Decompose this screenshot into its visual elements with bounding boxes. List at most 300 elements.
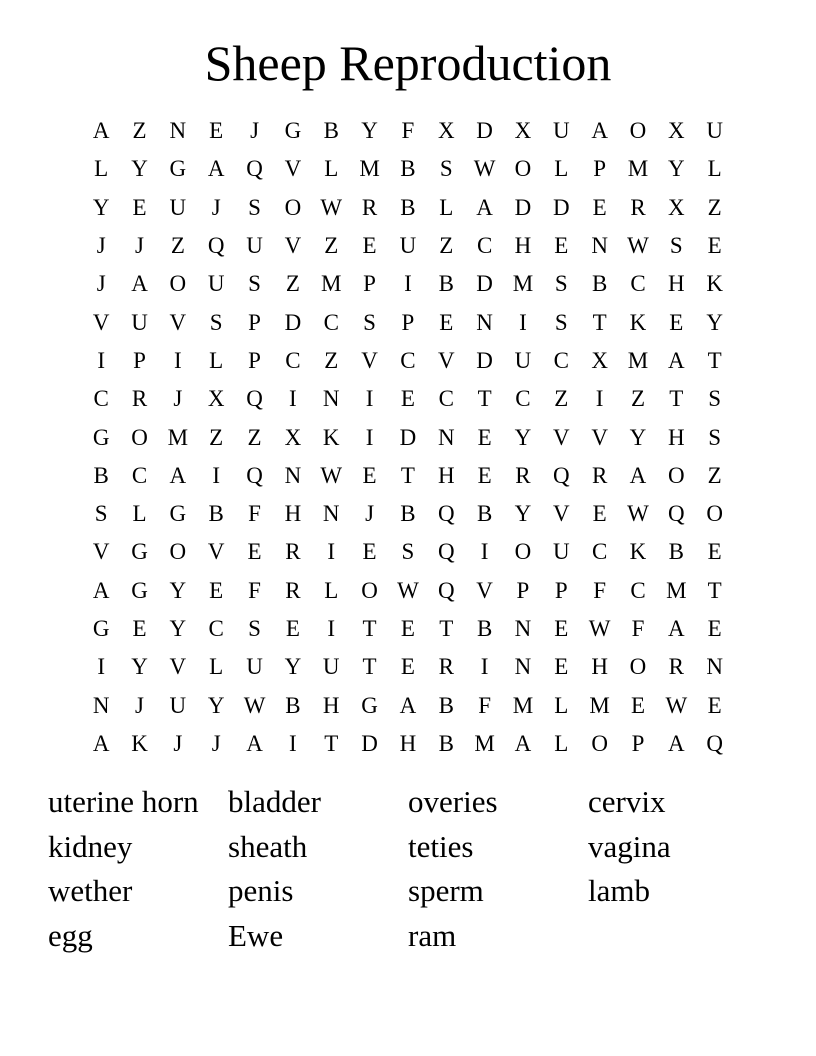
- grid-letter: E: [554, 233, 569, 259]
- word-bank-item: penis: [228, 873, 294, 908]
- grid-letter: C: [591, 539, 608, 565]
- grid-letter: I: [212, 462, 221, 488]
- grid-letter: C: [630, 271, 646, 297]
- grid-letter: E: [132, 194, 147, 220]
- grid-row: [82, 495, 734, 533]
- grid-letter: L: [209, 347, 224, 373]
- grid-letter: X: [207, 386, 225, 412]
- page-title: Sheep Reproduction: [204, 35, 612, 91]
- grid-letter: S: [209, 309, 223, 335]
- grid-letter: I: [97, 654, 105, 680]
- grid-letter: B: [591, 271, 608, 297]
- grid-letter: B: [438, 730, 454, 756]
- grid-letter: R: [285, 539, 301, 565]
- grid-letter: T: [362, 616, 377, 641]
- grid-letter: Y: [629, 424, 647, 450]
- grid-letter: J: [250, 118, 260, 144]
- grid-letter: Q: [552, 462, 570, 488]
- grid-letter: V: [552, 501, 570, 527]
- grid-letter: T: [707, 577, 722, 603]
- grid-letter: V: [476, 577, 493, 603]
- grid-letter: N: [591, 233, 608, 259]
- grid-letter: P: [593, 156, 607, 182]
- grid-letter: L: [94, 156, 109, 182]
- grid-letter: K: [131, 730, 148, 756]
- grid-letter: V: [284, 233, 302, 259]
- grid-letter: G: [361, 692, 378, 718]
- grid-letter: P: [248, 347, 261, 373]
- grid-row: [82, 112, 734, 150]
- grid-letter: E: [439, 309, 454, 335]
- grid-letter: N: [514, 616, 532, 641]
- grid-letter: O: [668, 462, 685, 488]
- grid-letter: A: [668, 616, 685, 641]
- grid-letter: R: [285, 577, 301, 603]
- grid-letter: U: [207, 271, 225, 297]
- grid-letter: B: [400, 194, 416, 220]
- grid-letter: A: [131, 271, 148, 297]
- grid-letter: Y: [514, 501, 532, 527]
- grid-letter: D: [476, 271, 493, 297]
- grid-letter: E: [400, 616, 415, 641]
- grid-letter: J: [173, 730, 183, 756]
- grid-letter: T: [477, 386, 492, 412]
- grid-letter: W: [243, 692, 266, 718]
- grid-letter: C: [93, 386, 109, 412]
- grid-letter: Q: [437, 539, 455, 565]
- grid-letter: Z: [285, 271, 300, 297]
- grid-letter: D: [361, 730, 378, 756]
- grid-letter: U: [322, 654, 340, 680]
- grid-letter: H: [437, 462, 455, 488]
- grid-letter: T: [592, 309, 607, 335]
- grid-letter: O: [514, 156, 532, 182]
- grid-letter: B: [668, 539, 684, 565]
- grid-letter: U: [246, 654, 263, 680]
- grid-letter: O: [169, 271, 187, 297]
- grid-letter: N: [322, 501, 340, 527]
- grid-letter: X: [668, 194, 685, 220]
- grid-row: [82, 533, 734, 571]
- grid-letter: A: [668, 730, 685, 756]
- grid-letter: A: [591, 118, 608, 144]
- grid-letter: Q: [437, 501, 455, 527]
- grid-letter: D: [476, 347, 493, 373]
- grid-letter: B: [400, 156, 416, 182]
- grid-letter: H: [668, 424, 685, 450]
- grid-letter: G: [92, 616, 110, 641]
- grid-letter: N: [322, 386, 340, 412]
- grid-letter: D: [399, 424, 417, 450]
- grid-letter: J: [96, 271, 106, 297]
- grid-letter: I: [480, 654, 489, 680]
- grid-letter: P: [133, 347, 146, 373]
- grid-letter: C: [438, 386, 454, 412]
- grid-row: [82, 572, 734, 610]
- grid-letter: U: [246, 233, 263, 259]
- grid-letter: Z: [324, 233, 339, 259]
- grid-letter: O: [706, 501, 723, 527]
- grid-letter: U: [169, 692, 187, 718]
- grid-letter: A: [629, 462, 647, 488]
- grid-letter: A: [169, 462, 187, 488]
- grid-letter: A: [207, 156, 225, 182]
- word-bank-item: bladder: [228, 784, 321, 819]
- grid-letter: L: [132, 501, 147, 527]
- grid-row: [82, 648, 734, 686]
- grid-letter: S: [401, 539, 415, 565]
- grid-letter: G: [131, 539, 148, 565]
- grid-letter: X: [668, 118, 685, 144]
- grid-letter: I: [404, 271, 412, 297]
- grid-letter: O: [131, 424, 148, 450]
- grid-letter: E: [132, 616, 147, 641]
- grid-letter: J: [135, 692, 144, 718]
- grid-letter: A: [399, 692, 417, 718]
- grid-letter: E: [362, 462, 377, 488]
- grid-letter: F: [248, 577, 261, 603]
- grid-letter: J: [211, 194, 221, 220]
- grid-letter: Y: [131, 654, 148, 680]
- grid-letter: Y: [284, 654, 302, 680]
- grid-letter: A: [92, 730, 110, 756]
- grid-letter: E: [554, 616, 569, 641]
- grid-letter: J: [96, 233, 106, 259]
- grid-letter: U: [131, 309, 148, 335]
- grid-letter: Y: [131, 156, 148, 182]
- grid-letter: L: [554, 692, 569, 718]
- grid-letter: L: [324, 156, 339, 182]
- word-bank-item: vagina: [588, 828, 671, 864]
- grid-letter: M: [167, 424, 189, 450]
- grid-letter: U: [552, 118, 570, 144]
- grid-letter: F: [478, 692, 491, 718]
- grid-letter: W: [665, 692, 688, 718]
- grid-letter: R: [630, 194, 646, 220]
- grid-letter: X: [591, 347, 608, 373]
- grid-letter: D: [284, 309, 302, 335]
- grid-row: [82, 150, 734, 188]
- grid-letter: U: [399, 233, 417, 259]
- grid-letter: C: [476, 233, 493, 259]
- grid-letter: E: [630, 692, 646, 718]
- grid-letter: S: [708, 386, 722, 412]
- grid-row: [82, 610, 734, 648]
- grid-letter: D: [476, 118, 493, 144]
- grid-letter: Y: [169, 616, 187, 641]
- grid-row: [82, 303, 734, 341]
- grid-letter: N: [437, 424, 455, 450]
- grid-letter: O: [514, 539, 532, 565]
- grid-letter: X: [284, 424, 302, 450]
- grid-letter: S: [554, 309, 568, 335]
- grid-row: [82, 725, 734, 763]
- grid-letter: F: [631, 616, 645, 641]
- word-bank-item: teties: [408, 828, 474, 864]
- grid-letter: T: [439, 616, 454, 641]
- grid-letter: J: [173, 386, 183, 412]
- grid-letter: E: [669, 309, 684, 335]
- grid-letter: E: [707, 616, 722, 641]
- word-bank-item: lamb: [588, 873, 650, 908]
- grid-letter: Z: [324, 347, 339, 373]
- grid-letter: E: [209, 577, 224, 603]
- grid-letter: F: [248, 501, 261, 527]
- grid-letter: K: [629, 309, 647, 335]
- grid-letter: F: [593, 577, 607, 603]
- grid-letter: Q: [437, 577, 455, 603]
- grid-letter: W: [588, 616, 611, 641]
- grid-letter: G: [92, 424, 110, 450]
- grid-letter: I: [365, 424, 374, 450]
- grid-letter: N: [169, 118, 187, 144]
- word-bank-item: sperm: [408, 873, 484, 908]
- grid-letter: G: [169, 501, 187, 527]
- grid-row: [82, 227, 734, 265]
- grid-letter: I: [519, 309, 527, 335]
- grid-letter: S: [439, 156, 453, 182]
- grid-letter: T: [669, 386, 684, 412]
- grid-letter: P: [631, 730, 645, 756]
- grid-letter: M: [589, 692, 610, 718]
- grid-letter: Z: [170, 233, 185, 259]
- grid-letter: P: [554, 577, 568, 603]
- grid-row: [82, 342, 734, 380]
- grid-letter: C: [323, 309, 339, 335]
- grid-letter: B: [93, 462, 109, 488]
- grid-letter: R: [515, 462, 531, 488]
- word-bank-item: Ewe: [228, 917, 284, 953]
- grid-letter: N: [284, 462, 302, 488]
- grid-letter: V: [92, 309, 110, 335]
- word-bank-item: wether: [48, 873, 133, 908]
- grid-letter: Z: [707, 462, 722, 488]
- grid-letter: T: [707, 347, 722, 373]
- grid-letter: B: [476, 501, 493, 527]
- grid-letter: S: [94, 501, 108, 527]
- grid-letter: Y: [668, 156, 685, 182]
- grid-letter: C: [131, 462, 148, 488]
- grid-letter: L: [554, 730, 569, 756]
- grid-letter: R: [668, 654, 684, 680]
- word-bank-item: uterine horn: [48, 784, 199, 819]
- grid-letter: J: [211, 730, 221, 756]
- grid-letter: J: [135, 233, 144, 259]
- grid-letter: B: [438, 271, 454, 297]
- grid-letter: H: [284, 501, 302, 527]
- grid-letter: E: [477, 424, 492, 450]
- grid-letter: E: [592, 194, 607, 220]
- grid-letter: P: [248, 309, 261, 335]
- grid-row: [82, 457, 734, 495]
- grid-letter: M: [627, 156, 649, 182]
- grid-letter: G: [131, 577, 148, 603]
- grid-row: [82, 265, 734, 303]
- grid-letter: R: [131, 386, 148, 412]
- grid-letter: M: [512, 271, 534, 297]
- word-bank-item: ram: [408, 917, 457, 953]
- grid-letter: L: [324, 577, 339, 603]
- grid-letter: O: [169, 539, 187, 565]
- grid-letter: E: [209, 118, 224, 144]
- grid-letter: M: [321, 271, 342, 297]
- grid-letter: Q: [207, 233, 225, 259]
- grid-letter: B: [285, 692, 301, 718]
- word-search-grid: [82, 112, 734, 763]
- grid-letter: S: [708, 424, 722, 450]
- grid-letter: N: [476, 309, 493, 335]
- grid-letter: Z: [132, 118, 147, 144]
- grid-letter: U: [552, 539, 570, 565]
- grid-letter: S: [363, 309, 376, 335]
- grid-letter: M: [666, 577, 687, 603]
- grid-letter: L: [209, 654, 224, 680]
- grid-letter: S: [554, 271, 568, 297]
- grid-letter: W: [473, 156, 496, 182]
- grid-letter: S: [669, 233, 683, 259]
- grid-letter: Y: [92, 194, 110, 220]
- grid-letter: C: [400, 347, 416, 373]
- word-bank-item: kidney: [48, 828, 133, 864]
- grid-letter: I: [595, 386, 604, 412]
- grid-letter: G: [169, 156, 187, 182]
- grid-letter: L: [554, 156, 569, 182]
- grid-letter: S: [248, 194, 261, 220]
- grid-letter: W: [627, 501, 649, 527]
- grid-letter: M: [627, 347, 649, 373]
- grid-row: [82, 418, 734, 456]
- grid-letter: Y: [207, 692, 225, 718]
- grid-letter: L: [439, 194, 454, 220]
- grid-letter: D: [552, 194, 570, 220]
- grid-letter: C: [553, 347, 569, 373]
- word-bank-item: overies: [408, 784, 498, 819]
- grid-letter: C: [515, 386, 531, 412]
- word-bank: [48, 780, 768, 958]
- grid-letter: Z: [209, 424, 224, 450]
- grid-letter: O: [629, 118, 647, 144]
- grid-letter: T: [400, 462, 415, 488]
- grid-letter: C: [630, 577, 646, 603]
- grid-letter: X: [514, 118, 532, 144]
- grid-letter: B: [323, 118, 339, 144]
- grid-letter: V: [207, 539, 225, 565]
- grid-row: [82, 380, 734, 418]
- word-bank-item: egg: [48, 917, 93, 953]
- grid-letter: E: [554, 654, 569, 680]
- grid-letter: T: [324, 730, 339, 756]
- grid-letter: P: [516, 577, 530, 603]
- grid-letter: E: [362, 539, 377, 565]
- grid-letter: Q: [246, 156, 263, 182]
- grid-letter: Z: [247, 424, 262, 450]
- grid-letter: N: [706, 654, 723, 680]
- grid-letter: B: [476, 616, 493, 641]
- grid-letter: Y: [169, 577, 187, 603]
- grid-letter: V: [361, 347, 378, 373]
- grid-letter: M: [359, 156, 380, 182]
- grid-letter: B: [208, 501, 224, 527]
- grid-letter: W: [320, 462, 343, 488]
- grid-letter: G: [284, 118, 302, 144]
- grid-letter: R: [361, 194, 378, 220]
- grid-letter: O: [361, 577, 378, 603]
- grid-letter: O: [591, 730, 608, 756]
- grid-letter: E: [707, 233, 722, 259]
- grid-letter: Q: [246, 386, 263, 412]
- grid-letter: H: [514, 233, 532, 259]
- grid-letter: A: [246, 730, 263, 756]
- grid-letter: E: [400, 654, 415, 680]
- grid-letter: A: [476, 194, 493, 220]
- grid-letter: S: [248, 271, 261, 297]
- grid-letter: J: [365, 501, 375, 527]
- grid-letter: A: [92, 118, 110, 144]
- grid-letter: Q: [706, 730, 723, 756]
- grid-letter: P: [363, 271, 376, 297]
- grid-letter: T: [362, 654, 377, 680]
- grid-letter: Y: [514, 424, 532, 450]
- grid-letter: W: [320, 194, 343, 220]
- grid-letter: C: [208, 616, 224, 641]
- grid-letter: V: [169, 654, 187, 680]
- grid-letter: Q: [668, 501, 685, 527]
- grid-letter: X: [437, 118, 455, 144]
- grid-row: [82, 686, 734, 724]
- word-bank-item: cervix: [588, 784, 666, 819]
- grid-letter: Y: [706, 309, 723, 335]
- grid-letter: V: [284, 156, 302, 182]
- grid-letter: A: [668, 347, 685, 373]
- grid-letter: R: [591, 462, 608, 488]
- grid-letter: V: [552, 424, 570, 450]
- grid-letter: V: [92, 539, 110, 565]
- grid-letter: I: [365, 386, 374, 412]
- grid-letter: F: [401, 118, 415, 144]
- grid-letter: H: [322, 692, 340, 718]
- grid-letter: H: [399, 730, 417, 756]
- grid-letter: M: [512, 692, 534, 718]
- grid-letter: I: [289, 730, 297, 756]
- grid-letter: E: [477, 462, 492, 488]
- grid-letter: N: [92, 692, 110, 718]
- grid-letter: D: [514, 194, 532, 220]
- grid-letter: U: [169, 194, 187, 220]
- grid-letter: K: [322, 424, 340, 450]
- grid-letter: S: [248, 616, 261, 641]
- grid-letter: H: [668, 271, 685, 297]
- grid-letter: E: [400, 386, 415, 412]
- grid-letter: M: [474, 730, 495, 756]
- grid-letter: I: [289, 386, 297, 412]
- grid-letter: Z: [554, 386, 569, 412]
- grid-letter: Y: [361, 118, 378, 144]
- grid-letter: Z: [439, 233, 454, 259]
- grid-letter: B: [438, 692, 454, 718]
- grid-letter: A: [92, 577, 110, 603]
- grid-letter: W: [627, 233, 649, 259]
- grid-letter: Q: [246, 462, 263, 488]
- grid-letter: W: [397, 577, 419, 603]
- grid-row: [82, 189, 734, 227]
- grid-letter: E: [247, 539, 262, 565]
- grid-letter: Z: [630, 386, 646, 412]
- word-bank-item: sheath: [228, 828, 308, 864]
- grid-letter: V: [169, 309, 187, 335]
- grid-letter: I: [327, 616, 336, 641]
- grid-letter: U: [514, 347, 532, 373]
- grid-letter: C: [285, 347, 301, 373]
